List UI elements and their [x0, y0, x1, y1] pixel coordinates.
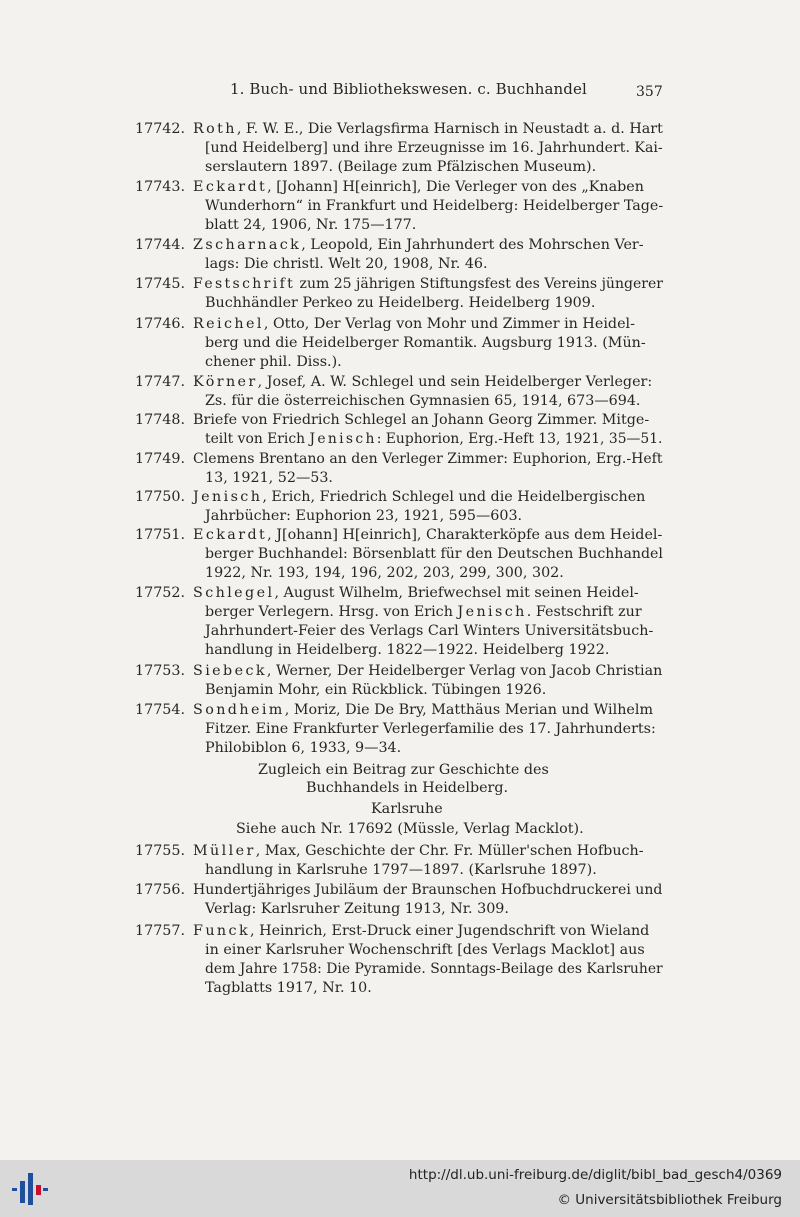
entry-text: Clemens Brentano an den Verleger Zimmer: Euphorion, Erg.-Heft — [193, 451, 663, 467]
entry-text: berger Verlegern. Hrsg. von Erich — [205, 604, 458, 620]
entry-text: . Festschrift zur — [526, 604, 642, 620]
entry-line — [193, 276, 663, 292]
entry-line — [205, 642, 609, 658]
entry-text: Briefe von Friedrich Schlegel an Johann Georg Zimmer. Mitge- — [193, 412, 650, 428]
author-name: Festschrift — [193, 276, 296, 292]
entry-text: Jahrhundert-Feier des Verlags Carl Winters Universitätsbuch- — [205, 623, 654, 639]
entry-line — [193, 374, 652, 390]
entry-line — [193, 527, 662, 543]
entry-number: 17752. — [135, 585, 186, 601]
entry-text: Jahrbücher: Euphorion 23, 1921, 595—603. — [205, 508, 523, 524]
entry-text: , J[ohann] H[einrich], Charakterköpfe aus dem Heidel- — [267, 527, 663, 543]
entry-line — [193, 489, 645, 505]
entry-line — [205, 335, 646, 351]
entry-text: Benjamin Mohr, ein Rückblick. Tübingen 1926. — [205, 682, 547, 698]
entry-line — [193, 923, 649, 939]
entry-number: 17747. — [135, 374, 186, 390]
running-header: 1. Buch- und Bibliothekswesen. c. Buchhandel — [230, 80, 587, 98]
entry-text: , F. W. E., Die Verlagsfirma Harnisch in Neustadt a. d. Hart — [236, 121, 663, 137]
entry-line — [205, 256, 488, 272]
entry-line — [205, 393, 640, 409]
entry-text: dem Jahre 1758: Die Pyramide. Sonntags-Beilage des Karlsruher — [205, 961, 663, 977]
entry-line — [205, 217, 416, 233]
entry-text: blatt 24, 1906, Nr. 175—177. — [205, 217, 417, 233]
entry-line — [193, 451, 663, 467]
entry-text: : Euphorion, Erg.-Heft 13, 1921, 35—51. — [376, 431, 663, 447]
entry-line — [193, 702, 653, 718]
entry-line — [205, 682, 546, 698]
entry-number: 17753. — [135, 663, 186, 679]
entry-text: , Heinrich, Erst-Druck einer Jugendschrift von Wieland — [250, 923, 650, 939]
entry-text: , Otto, Der Verlag von Mohr und Zimmer in Heidel- — [263, 316, 635, 332]
entry-line — [205, 431, 662, 447]
entry-text: Philobiblon 6, 1933, 9—34. — [205, 740, 402, 756]
author-name: Jenisch — [309, 431, 377, 447]
entry-line — [205, 604, 642, 620]
entry-text: chener phil. Diss.). — [205, 354, 342, 370]
entry-number: 17748. — [135, 412, 186, 428]
entry-text: Hundertjähriges Jubiläum der Braunschen Hofbuchdruckerei und — [193, 882, 663, 898]
author-name: Siebeck — [193, 663, 267, 679]
entry-line — [193, 412, 649, 428]
entry-text: teilt von Erich — [205, 431, 310, 447]
entry-text: 13, 1921, 52—53. — [205, 470, 333, 486]
ub-freiburg-logo-icon[interactable] — [10, 1171, 50, 1207]
entry-line — [193, 121, 663, 137]
entry-text: zum 25 jährigen Stiftungsfest des Vereins jüngerer — [295, 276, 663, 292]
document-url-link[interactable]: http://dl.ub.uni-freiburg.de/diglit/bibl_bad_gesch4/0369 — [408, 1167, 782, 1183]
author-name: Funck — [193, 923, 251, 939]
entry-text: , Max, Geschichte der Chr. Fr. Müller'schen Hofbuch- — [255, 843, 644, 859]
entry-text: 1922, Nr. 193, 194, 196, 202, 203, 299, 300, 302. — [205, 565, 564, 581]
entry-text: , [Johann] H[einrich], Die Verleger von des „Knaben — [267, 179, 644, 195]
entry-text: Zs. für die österreichischen Gymnasien 65, 1914, 673—694. — [205, 393, 641, 409]
entry-line — [193, 316, 635, 332]
entry-line — [205, 740, 401, 756]
entry-number: 17746. — [135, 316, 186, 332]
entry-text: Verlag: Karlsruher Zeitung 1913, Nr. 309. — [205, 901, 509, 917]
author-name: Reichel — [193, 316, 264, 332]
entry-line — [205, 470, 333, 486]
entry-text: [und Heidelberg] und ihre Erzeugnisse im 16. Jahrhundert. Kai- — [205, 140, 663, 156]
author-name: Körner — [193, 374, 258, 390]
entry-text: , August Wilhelm, Briefwechsel mit seinen Heidel- — [274, 585, 639, 601]
entry-line — [205, 862, 597, 878]
entry-line — [205, 721, 656, 737]
section-heading: Karlsruhe — [371, 801, 443, 817]
entry-text: serslautern 1897. (Beilage zum Pfälzischen Museum). — [205, 159, 597, 175]
entry-number: 17756. — [135, 882, 186, 898]
entry-text: lags: Die christl. Welt 20, 1908, Nr. 46. — [205, 256, 488, 272]
entry-line — [205, 140, 663, 156]
copyright-notice: © Universitätsbibliothek Freiburg — [557, 1192, 782, 1208]
entry-text: handlung in Karlsruhe 1797—1897. (Karlsruhe 1897). — [205, 862, 597, 878]
see-also-note: Siehe auch Nr. 17692 (Müssle, Verlag Macklot). — [236, 821, 584, 837]
entry-text: Fitzer. Eine Frankfurter Verlegerfamilie des 17. Jahrhunderts: — [205, 721, 656, 737]
entry-line — [193, 663, 662, 679]
entry-number: 17749. — [135, 451, 186, 467]
entry-line — [205, 354, 342, 370]
entry-line — [193, 179, 644, 195]
author-name: Eckardt — [193, 179, 268, 195]
entry-line — [193, 843, 644, 859]
entry-line — [205, 961, 663, 977]
page-number: 357 — [636, 84, 663, 100]
entry-line — [193, 882, 662, 898]
entry-line — [205, 942, 645, 958]
entry-text: , Josef, A. W. Schlegel und sein Heidelberger Verleger: — [257, 374, 653, 390]
entry-line — [205, 546, 663, 562]
author-name: Schlegel — [193, 585, 275, 601]
entry-number: 17754. — [135, 702, 186, 718]
entry-number: 17742. — [135, 121, 186, 137]
entry-text: Wunderhorn“ in Frankfurt und Heidelberg: Heidelberger Tage- — [205, 198, 664, 214]
author-name: Müller — [193, 843, 256, 859]
entry-number: 17755. — [135, 843, 186, 859]
entry-text: , Moriz, Die De Bry, Matthäus Merian und Wilhelm — [284, 702, 654, 718]
entry-line — [205, 623, 653, 639]
author-name: Sondheim — [193, 702, 285, 718]
entry-text: Buchhändler Perkeo zu Heidelberg. Heidelberg 1909. — [205, 295, 596, 311]
entry-text: , Werner, Der Heidelberger Verlag von Jacob Christian — [266, 663, 663, 679]
author-name: Jenisch — [193, 489, 263, 505]
entry-text: berg und die Heidelberger Romantik. Augsburg 1913. (Mün- — [205, 335, 646, 351]
entry-text: Tagblatts 1917, Nr. 10. — [205, 980, 372, 996]
entry-number: 17743. — [135, 179, 186, 195]
note-line: Buchhandels in Heidelberg. — [306, 780, 509, 796]
footer-bar — [0, 1160, 800, 1217]
entry-line — [205, 980, 372, 996]
author-name: Eckardt — [193, 527, 268, 543]
entry-text: handlung in Heidelberg. 1822—1922. Heidelberg 1922. — [205, 642, 610, 658]
entry-line — [193, 585, 639, 601]
author-name: Zscharnack — [193, 237, 302, 253]
entry-text: , Erich, Friedrich Schlegel und die Heidelbergischen — [262, 489, 646, 505]
entry-line — [205, 901, 509, 917]
entry-number: 17751. — [135, 527, 186, 543]
entry-line — [205, 159, 596, 175]
author-name: Jenisch — [457, 604, 527, 620]
entry-line — [205, 508, 522, 524]
entry-line — [205, 295, 595, 311]
entry-line — [205, 198, 663, 214]
entry-line — [205, 565, 564, 581]
entry-number: 17757. — [135, 923, 186, 939]
entry-text: in einer Karlsruher Wochenschrift [des Verlags Macklot] aus — [205, 942, 645, 958]
author-name: Roth — [193, 121, 237, 137]
entry-text: berger Buchhandel: Börsenblatt für den Deutschen Buchhandel — [205, 546, 663, 562]
entry-text: , Leopold, Ein Jahrhundert des Mohrschen Ver- — [301, 237, 644, 253]
entry-number: 17744. — [135, 237, 186, 253]
note-line: Zugleich ein Beitrag zur Geschichte des — [258, 762, 549, 778]
entry-number: 17750. — [135, 489, 186, 505]
entry-line — [193, 237, 644, 253]
entry-number: 17745. — [135, 276, 186, 292]
